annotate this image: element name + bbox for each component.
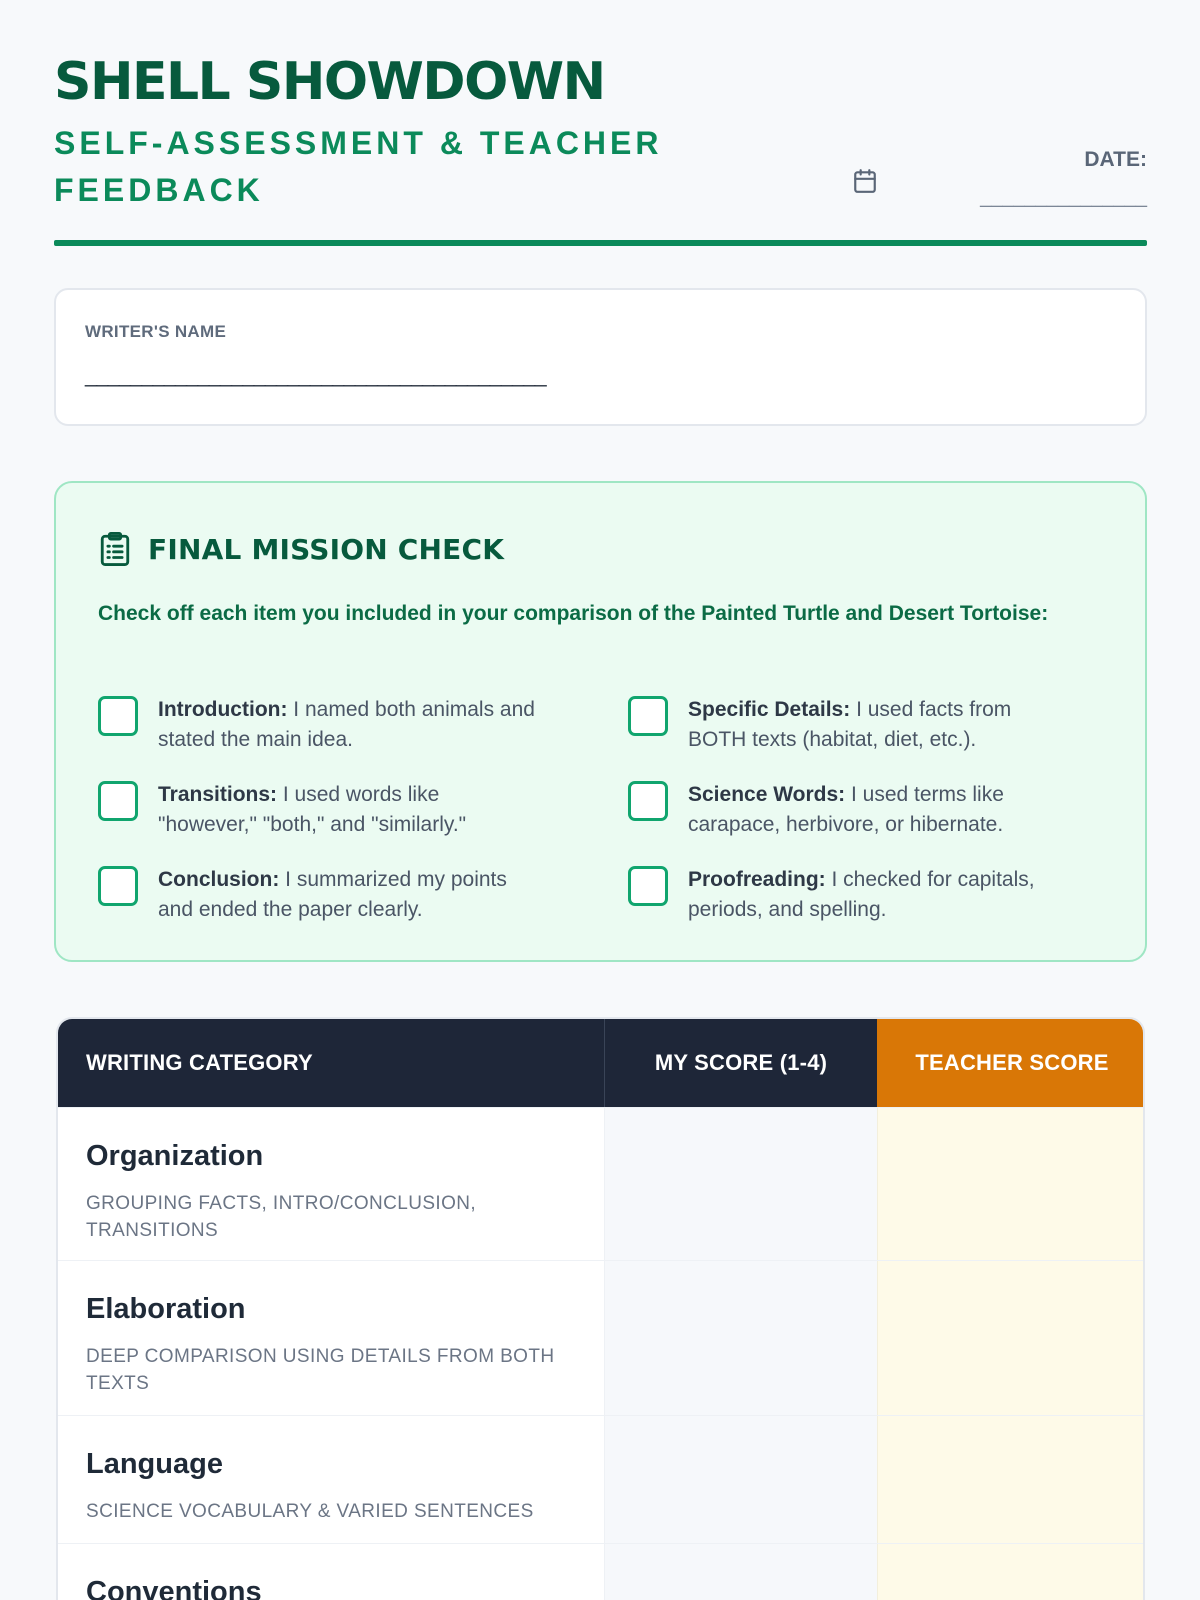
calendar-icon	[852, 168, 878, 194]
teacher-score-cell[interactable]	[877, 1544, 1145, 1600]
column-header-teacher-score: TEACHER SCORE	[877, 1019, 1145, 1107]
mission-instruction: Check off each item you included in your comparison of the Painted Turtle and Desert Tortoise:	[98, 602, 1049, 625]
mission-heading	[98, 529, 504, 569]
column-header-category: WRITING CATEGORY	[58, 1019, 604, 1107]
checklist-text	[158, 865, 538, 925]
checkbox[interactable]	[98, 866, 138, 906]
checkbox[interactable]	[98, 696, 138, 736]
table-row	[58, 1415, 1145, 1543]
checklist-term: Conclusion:	[158, 868, 280, 891]
checklist-term: Specific Details:	[688, 698, 851, 721]
checklist-term: Proofreading:	[688, 868, 826, 891]
category-name: Conventions	[86, 1576, 262, 1600]
date-label: DATE:	[1084, 148, 1147, 171]
category-description: DEEP COMPARISON USING DETAILS FROM BOTH TEXTS	[86, 1346, 555, 1394]
page-header	[54, 52, 1147, 248]
checklist-item-transitions[interactable]	[98, 780, 538, 840]
checklist-term: Science Words:	[688, 783, 846, 806]
writer-name-label: WRITER'S NAME	[85, 322, 227, 341]
mission-title: FINAL MISSION CHECK	[148, 532, 505, 566]
checkbox[interactable]	[628, 696, 668, 736]
category-name: Elaboration	[86, 1293, 246, 1325]
checklist-text	[158, 695, 538, 755]
category-name: Language	[86, 1448, 223, 1480]
checklist-text	[688, 780, 1068, 840]
category-description: GROUPING FACTS, INTRO/CONCLUSION, TRANSITIONS	[86, 1193, 477, 1241]
checklist-text	[688, 865, 1068, 925]
table-row	[58, 1260, 1145, 1415]
category-cell	[58, 1544, 604, 1600]
checkbox[interactable]	[628, 781, 668, 821]
category-description: SCIENCE VOCABULARY & VARIED SENTENCES	[86, 1501, 534, 1522]
checklist-description: I used facts from BOTH texts (habitat, diet, etc.).	[688, 698, 1012, 751]
writer-name-card	[54, 288, 1147, 426]
teacher-score-cell[interactable]	[877, 1261, 1145, 1415]
checklist-item-proofreading[interactable]	[628, 865, 1068, 925]
score-table	[56, 1017, 1145, 1600]
my-score-cell[interactable]	[604, 1108, 877, 1260]
mission-check-panel	[54, 481, 1147, 962]
teacher-score-cell[interactable]	[877, 1108, 1145, 1260]
checklist-description: I used words like "however," "both," and "similarly."	[158, 783, 467, 836]
checkbox[interactable]	[628, 866, 668, 906]
checklist-description: I summarized my points and ended the paper clearly.	[158, 868, 507, 921]
teacher-score-cell[interactable]	[877, 1416, 1145, 1543]
checklist-description: I named both animals and stated the main idea.	[158, 698, 535, 751]
checkbox[interactable]	[98, 781, 138, 821]
checklist-item-specific-details[interactable]	[628, 695, 1068, 755]
category-cell	[58, 1108, 604, 1260]
my-score-cell[interactable]	[604, 1416, 877, 1543]
checklist-text	[158, 780, 538, 840]
checklist-item-science-words[interactable]	[628, 780, 1068, 840]
page-title: SHELL SHOWDOWN	[54, 52, 605, 112]
page-subtitle: SELF-ASSESSMENT & TEACHER FEEDBACK	[54, 125, 663, 208]
checklist-description: I checked for capitals, periods, and spelling.	[688, 868, 1035, 921]
checklist-item-conclusion[interactable]	[98, 865, 538, 925]
category-name: Organization	[86, 1140, 264, 1172]
checklist-description: I used terms like carapace, herbivore, or hibernate.	[688, 783, 1004, 836]
clipboard-icon	[98, 530, 132, 568]
checklist-term: Introduction:	[158, 698, 288, 721]
checklist-term: Transitions:	[158, 783, 278, 806]
category-cell	[58, 1416, 604, 1543]
writer-name-field[interactable]: _________________________________________	[85, 362, 546, 387]
checklist-text	[688, 695, 1068, 755]
header-divider	[54, 240, 1147, 246]
date-field[interactable]: _______________	[980, 186, 1147, 208]
checklist-item-introduction[interactable]	[98, 695, 538, 755]
category-cell	[58, 1261, 604, 1415]
my-score-cell[interactable]	[604, 1544, 877, 1600]
table-row	[58, 1543, 1145, 1600]
table-row	[58, 1107, 1145, 1260]
my-score-cell[interactable]	[604, 1261, 877, 1415]
column-header-my-score: MY SCORE (1-4)	[604, 1019, 877, 1107]
